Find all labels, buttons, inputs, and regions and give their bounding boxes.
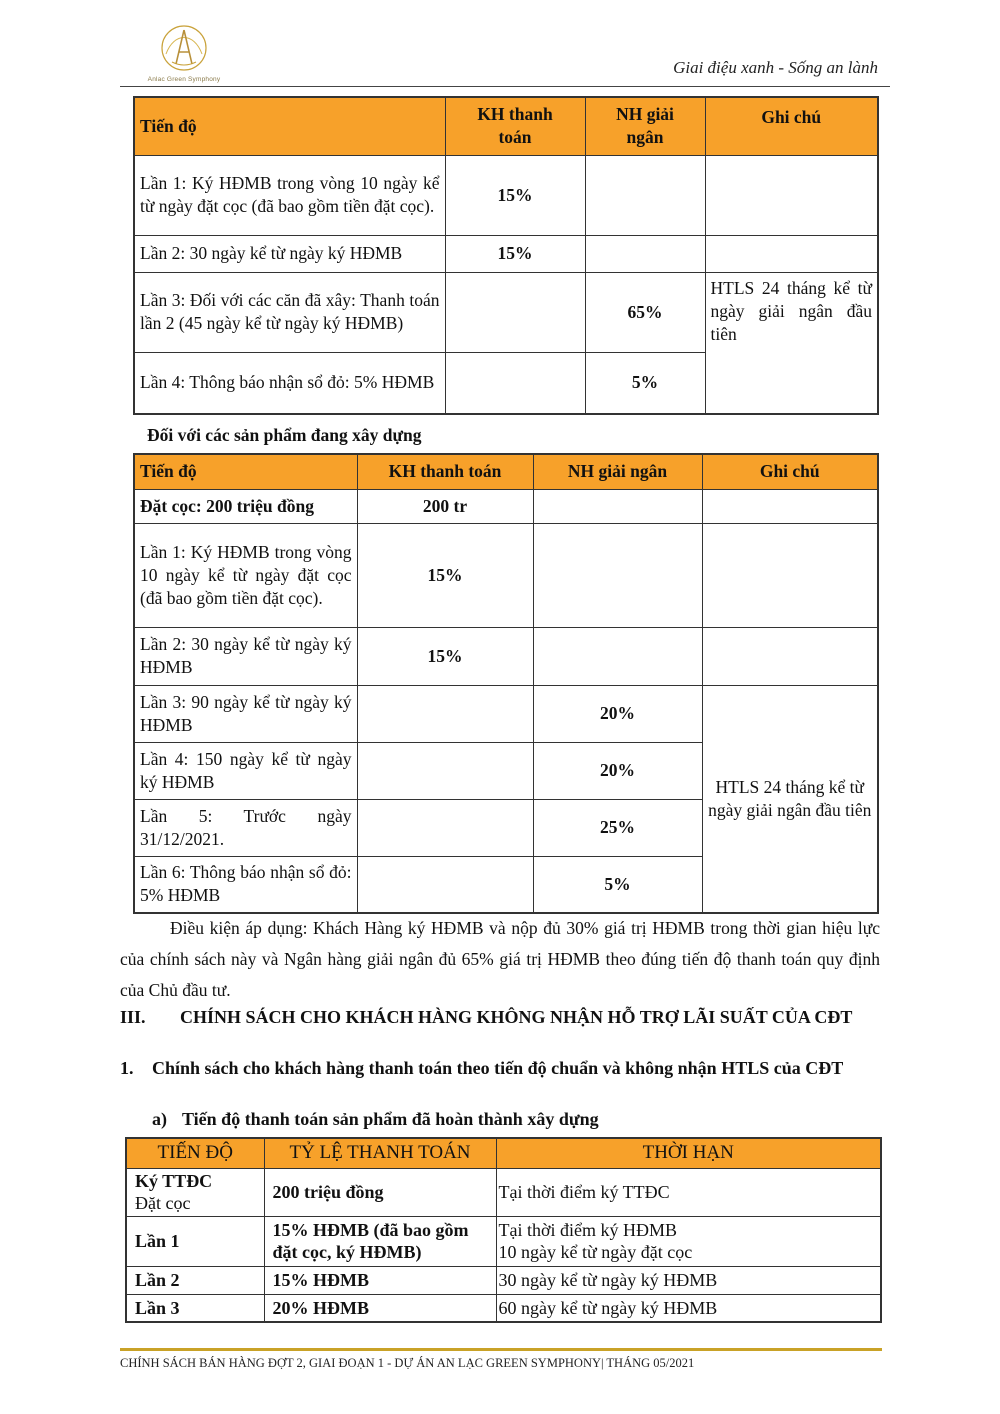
table-row bbox=[126, 1266, 881, 1294]
bank-disburse-cell: 20% bbox=[533, 685, 702, 742]
rate-cell: 15% HĐMB (đã bao gồm đặt cọc, ký HĐMB) bbox=[264, 1216, 496, 1266]
customer-pay-cell: 200 tr bbox=[357, 489, 533, 523]
customer-pay-cell bbox=[357, 685, 533, 742]
customer-pay-cell bbox=[357, 856, 533, 913]
customer-pay-cell: 15% bbox=[445, 155, 585, 235]
note-cell bbox=[702, 489, 878, 523]
footer-divider bbox=[120, 1348, 882, 1351]
rate-cell: 20% HĐMB bbox=[264, 1294, 496, 1322]
conditions-paragraph bbox=[120, 913, 880, 1006]
stage-cell: Lần 6: Thông báo nhận sổ đỏ: 5% HĐMB bbox=[134, 856, 357, 913]
term-line: 10 ngày kể từ ngày đặt cọc bbox=[498, 1242, 693, 1262]
bank-disburse-cell bbox=[533, 523, 702, 627]
col-header-customer-pay: KH thanh toán bbox=[357, 454, 533, 489]
customer-pay-cell bbox=[357, 742, 533, 799]
bank-disburse-cell: 5% bbox=[585, 352, 705, 414]
col-header-bank-disburse: NH giải ngân bbox=[533, 454, 702, 489]
col-header-term: THỜI HẠN bbox=[496, 1138, 881, 1168]
table-header-row bbox=[134, 454, 878, 489]
stage-cell: Lần 3: Đối với các căn đã xây: Thanh toán lần 2 (45 ngày kể từ ngày ký HĐMB) bbox=[134, 272, 445, 352]
stage-cell: Lần 4: 150 ngày kể từ ngày ký HĐMB bbox=[134, 742, 357, 799]
table-row bbox=[134, 523, 878, 627]
section-caption: Đối với các sản phẩm đang xây dựng bbox=[147, 425, 422, 445]
table-row bbox=[126, 1294, 881, 1322]
logo-text: Anlac Green Symphony bbox=[147, 76, 221, 83]
subsection-number: 1. bbox=[120, 1058, 134, 1078]
note-cell: HTLS 24 tháng kể từ ngày giải ngân đầu tiên bbox=[702, 685, 878, 913]
bank-disburse-cell: 25% bbox=[533, 799, 702, 856]
col-header-stage: TIẾN ĐỘ bbox=[126, 1138, 264, 1168]
note-cell bbox=[702, 523, 878, 627]
table-row bbox=[134, 235, 878, 272]
stage-cell: Lần 2: 30 ngày kể từ ngày ký HĐMB bbox=[134, 235, 445, 272]
subsection-heading-a bbox=[152, 1109, 599, 1130]
bank-disburse-cell: 20% bbox=[533, 742, 702, 799]
stage-cell: Lần 5: Trước ngày 31/12/2021. bbox=[134, 799, 357, 856]
bank-disburse-cell bbox=[533, 627, 702, 685]
note-cell: HTLS 24 tháng kể từ ngày giải ngân đầu tiên bbox=[705, 272, 878, 414]
section-heading-3 bbox=[120, 1006, 880, 1029]
col-header-bank-disburse: NH giải ngân bbox=[585, 97, 705, 155]
standard-payment-table bbox=[125, 1137, 882, 1323]
customer-pay-cell: 15% bbox=[357, 523, 533, 627]
stage-cell: Lần 1 bbox=[126, 1216, 264, 1266]
payment-table-completed bbox=[133, 96, 879, 415]
table-header-row bbox=[126, 1138, 881, 1168]
stage-cell: Lần 3 bbox=[126, 1294, 264, 1322]
term-line: Tại thời điểm ký TTĐC bbox=[498, 1182, 670, 1202]
subsection-a-title: Tiến độ thanh toán sản phẩm đã hoàn thành xây dựng bbox=[182, 1109, 599, 1129]
bank-disburse-cell: 65% bbox=[585, 272, 705, 352]
conditions-text: Điều kiện áp dụng: Khách Hàng ký HĐMB và nộp đủ 30% giá trị HĐMB trong thời gian hiệu lực của chính sách này và Ngân hàng giải ngân đủ 65% giá trị HĐMB theo đúng tiến độ thanh toán quy định của Chủ đầu tư. bbox=[120, 918, 880, 1000]
logo-emblem-icon bbox=[154, 22, 214, 74]
bank-disburse-cell: 5% bbox=[533, 856, 702, 913]
section-title: CHÍNH SÁCH CHO KHÁCH HÀNG KHÔNG NHẬN HỖ TRỢ LÃI SUẤT CỦA CĐT bbox=[180, 1007, 853, 1027]
section-number: III. bbox=[120, 1007, 146, 1027]
term-cell bbox=[496, 1168, 881, 1216]
table-row bbox=[134, 489, 878, 523]
stage-cell bbox=[126, 1168, 264, 1216]
payment-table-under-construction bbox=[133, 453, 879, 914]
header-divider bbox=[120, 86, 890, 87]
stage-cell: Lần 2 bbox=[126, 1266, 264, 1294]
note-cell bbox=[705, 155, 878, 235]
bank-disburse-cell bbox=[533, 489, 702, 523]
table-row bbox=[134, 685, 878, 742]
stage-main: Ký TTĐC bbox=[135, 1171, 213, 1191]
stage-cell: Lần 2: 30 ngày kể từ ngày ký HĐMB bbox=[134, 627, 357, 685]
stage-cell: Lần 1: Ký HĐMB trong vòng 10 ngày kể từ ngày đặt cọc (đã bao gồm tiền đặt cọc). bbox=[134, 523, 357, 627]
stage-cell: Lần 1: Ký HĐMB trong vòng 10 ngày kể từ ngày đặt cọc (đã bao gồm tiền đặt cọc). bbox=[134, 155, 445, 235]
subsection-title: Chính sách cho khách hàng thanh toán theo tiến độ chuẩn và không nhận HTLS của CĐT bbox=[152, 1058, 844, 1078]
rate-cell: 15% HĐMB bbox=[264, 1266, 496, 1294]
customer-pay-cell: 15% bbox=[357, 627, 533, 685]
stage-cell: Đặt cọc: 200 triệu đồng bbox=[134, 489, 357, 523]
table-row bbox=[134, 272, 878, 352]
col-header-stage: Tiến độ bbox=[134, 97, 445, 155]
page-footer: CHÍNH SÁCH BÁN HÀNG ĐỢT 2, GIAI ĐOẠN 1 - DỰ ÁN AN LẠC GREEN SYMPHONY| THÁNG 05/2021 bbox=[120, 1356, 695, 1370]
bank-disburse-cell bbox=[585, 155, 705, 235]
table-row bbox=[134, 155, 878, 235]
bank-disburse-cell bbox=[585, 235, 705, 272]
tagline: Giai điệu xanh - Sống an lành bbox=[673, 58, 878, 77]
term-cell: 30 ngày kể từ ngày ký HĐMB bbox=[496, 1266, 881, 1294]
term-cell: 60 ngày kể từ ngày ký HĐMB bbox=[496, 1294, 881, 1322]
note-cell bbox=[702, 627, 878, 685]
table-row bbox=[126, 1168, 881, 1216]
customer-pay-cell bbox=[445, 272, 585, 352]
subsection-heading-1 bbox=[120, 1057, 880, 1080]
table-row bbox=[134, 627, 878, 685]
customer-pay-cell: 15% bbox=[445, 235, 585, 272]
stage-cell: Lần 3: 90 ngày kể từ ngày ký HĐMB bbox=[134, 685, 357, 742]
col-header-note: Ghi chú bbox=[702, 454, 878, 489]
col-header-stage: Tiến độ bbox=[134, 454, 357, 489]
col-header-rate: TỶ LỆ THANH TOÁN bbox=[264, 1138, 496, 1168]
customer-pay-cell bbox=[445, 352, 585, 414]
subsection-label: a) bbox=[152, 1109, 167, 1129]
col-header-customer-pay: KH thanh toán bbox=[445, 97, 585, 155]
col-header-note: Ghi chú bbox=[705, 97, 878, 155]
stage-cell: Lần 4: Thông báo nhận sổ đỏ: 5% HĐMB bbox=[134, 352, 445, 414]
table-row bbox=[126, 1216, 881, 1266]
customer-pay-cell bbox=[357, 799, 533, 856]
brand-logo bbox=[138, 22, 230, 84]
table-header-row bbox=[134, 97, 878, 155]
note-cell bbox=[705, 235, 878, 272]
rate-cell: 200 triệu đồng bbox=[264, 1168, 496, 1216]
term-line: Tại thời điểm ký HĐMB bbox=[498, 1220, 678, 1240]
term-cell bbox=[496, 1216, 881, 1266]
stage-sub: Đặt cọc bbox=[135, 1193, 191, 1213]
